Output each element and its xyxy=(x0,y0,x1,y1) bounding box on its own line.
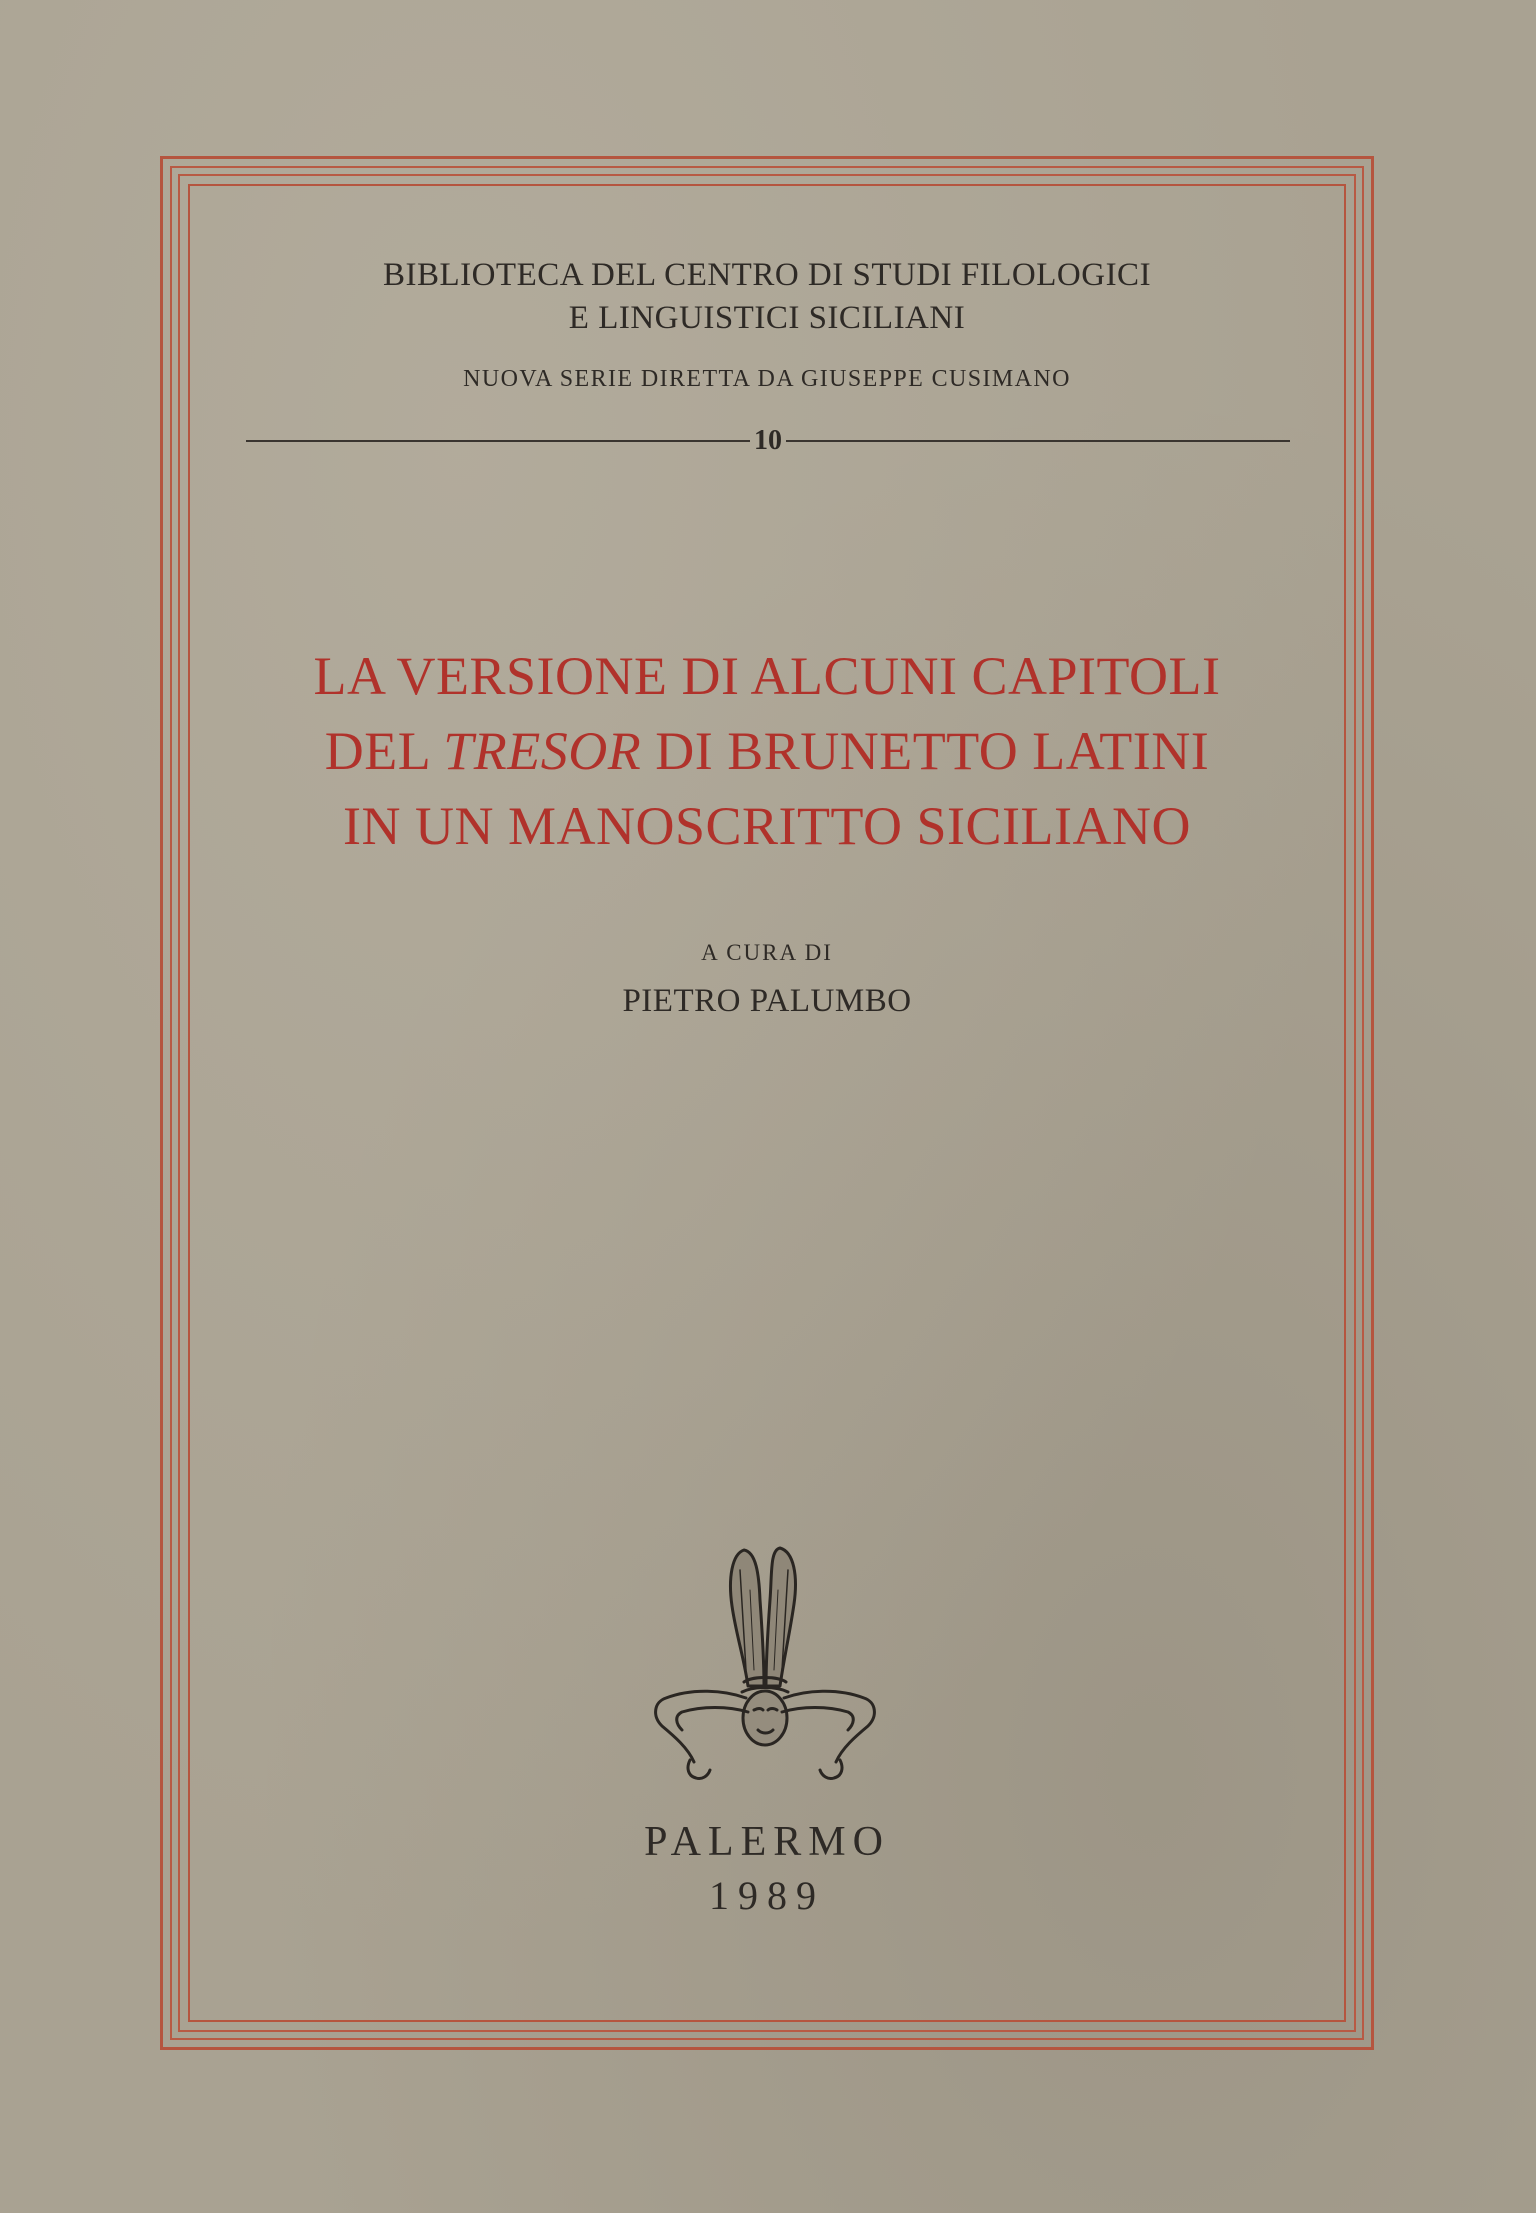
rule-right xyxy=(786,440,1290,442)
book-title-line-2 xyxy=(188,720,1346,782)
imprint-city: PALERMO xyxy=(644,1819,890,1865)
acrobat-figure-emblem-icon xyxy=(628,1530,908,1792)
editor-name: PIETRO PALUMBO xyxy=(622,983,912,1019)
series-editor-line: NUOVA SERIE DIRETTA DA GIUSEPPE CUSIMANO xyxy=(463,366,1071,392)
book-title-line-2-post: DI BRUNETTO LATINI xyxy=(641,721,1210,781)
book-title-line-1: LA VERSIONE DI ALCUNI CAPITOLI xyxy=(313,646,1221,706)
series-title-line-1: BIBLIOTECA DEL CENTRO DI STUDI FILOLOGICI xyxy=(382,257,1152,293)
book-title-italic-word: TRESOR xyxy=(443,721,642,781)
series-number-rule xyxy=(246,421,1290,461)
series-number: 10 xyxy=(754,425,782,456)
imprint-year: 1989 xyxy=(709,1873,825,1918)
book-title-line-2-pre: DEL xyxy=(324,721,444,781)
editor-label: A CURA DI xyxy=(701,940,833,965)
rule-left xyxy=(246,440,750,442)
book-title-line-3: IN UN MANOSCRITTO SICILIANO xyxy=(343,796,1191,856)
series-title-line-2: E LINGUISTICI SICILIANI xyxy=(568,300,966,336)
